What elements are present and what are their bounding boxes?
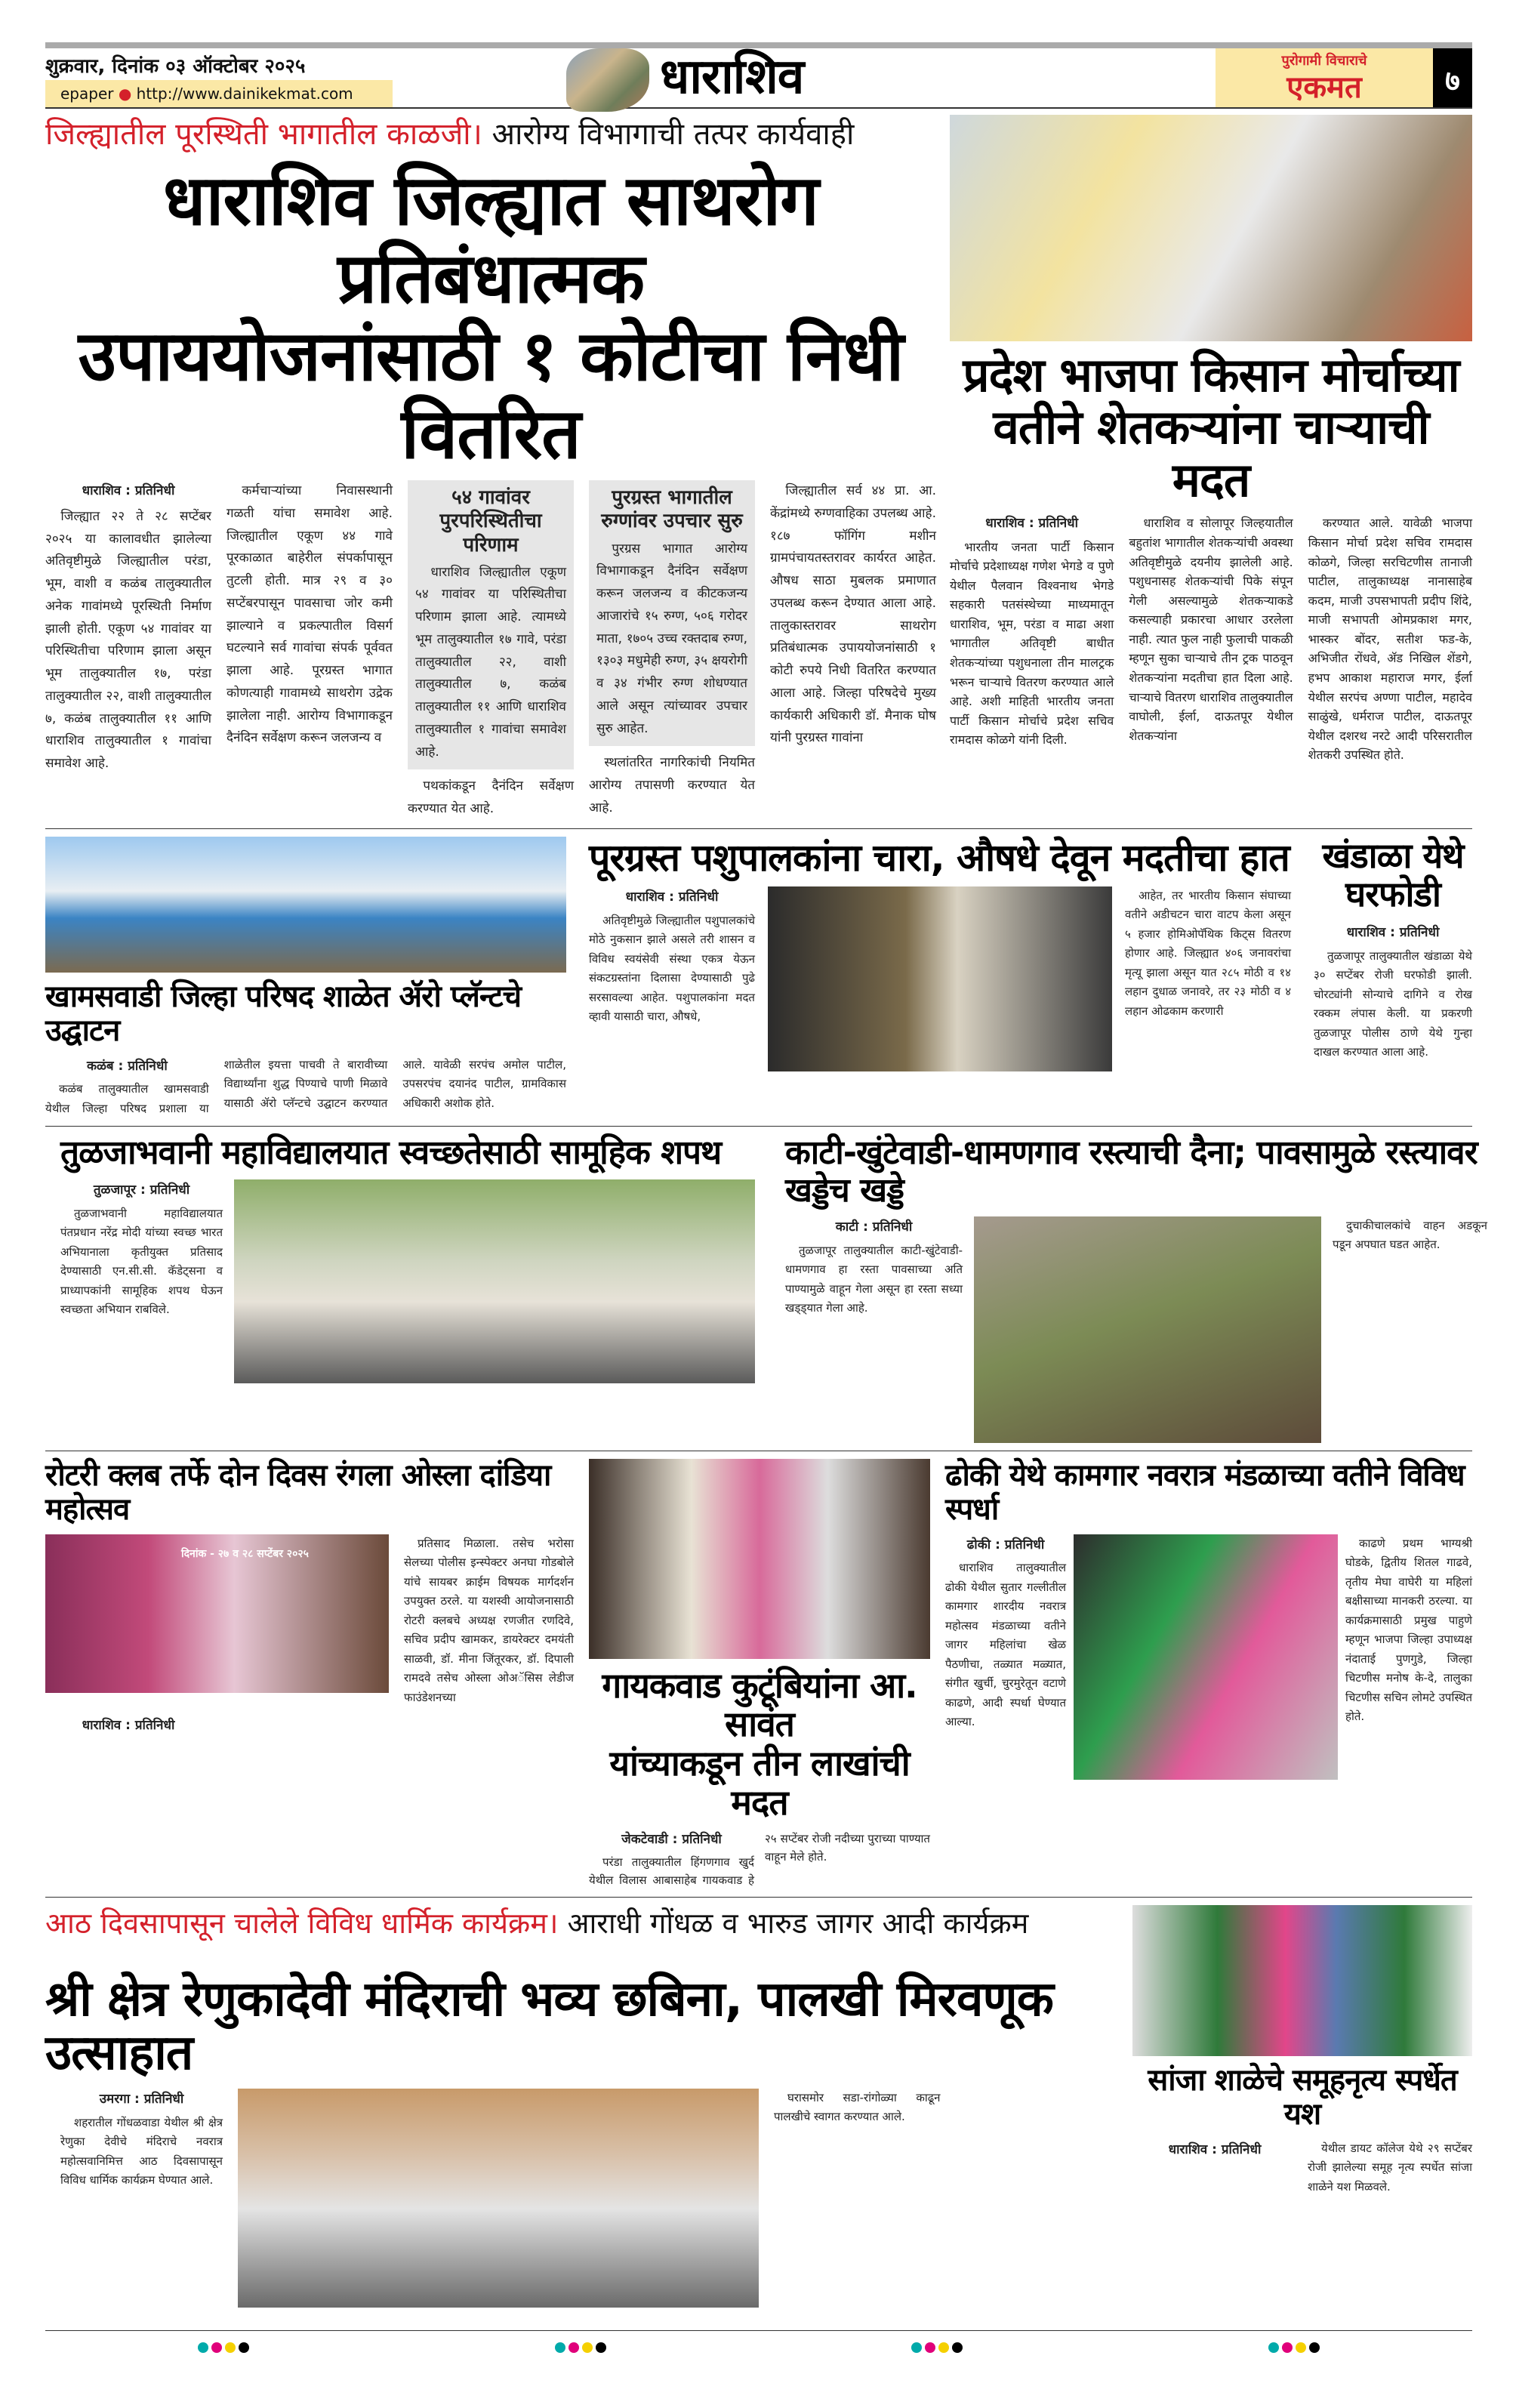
story12 [1132,1905,1472,2197]
story2-col2 [1129,513,1293,745]
college-oath-photo [234,1179,755,1383]
story12-headline: सांजा शाळेचे समूहनृत्य स्पर्धेत यश [1148,2063,1457,2132]
story1-col1 [45,480,211,775]
school-students-photo [45,837,566,973]
story1-headline [45,162,936,473]
story11-columns [45,2089,1117,2308]
infobox-patients [589,480,755,746]
story6-columns [60,1179,755,1383]
story7-col3 [1333,1216,1487,1255]
story1-columns [45,480,936,821]
story7-col1 [785,1216,963,1318]
paragraph: अतिवृष्टीमुळे जिल्ह्यातील पशुपालकांचे मोठे नुकसान झाले असले तरी शासन व विविध स्वयंसेवी संस्था एकत्र येऊन संकटग्रस्तांना दिलासा देण्यासाठी पुढे सरसावल्या आहेत. पशुपालकांना मदत व्हावी यासाठी चारा, औषधे, [589,913,755,1024]
byline: कळंब : प्रतिनिधी [86,1058,168,1074]
story7 [785,1134,1487,1443]
paragraph: धाराशिव जिल्ह्यातील एकूण ५४ गावांवर या परिस्थितीचा परिणाम झाला आहे. त्यामध्ये भूम तालुक्यातील १७ गावे, परंडा तालुक्यातील २२, वाशी तालुक्यातील ७, कळंब तालुक्यातील ११ आणि धाराशिव तालुक्यातील १ गावांचा समावेश आहे. [415,564,566,760]
paragraph: करण्यात आले. यावेळी भाजपा किसान मोर्चा प्रदेश सचिव रामदास कोळगे, जिल्हा सरचिटणीस तानाजी पाटील, तालुकाध्यक्ष नानासाहेब कदम, माजी उपसभापती प्रदीप शिंदे, माजी सभापती ओमप्रकाश मगर, भास्कर बोंदर, सतीश फड-के, अभिजीत रोंधवे, ॲड निखिल शेंडगे, हभप आकाश महाराज मगर, ईर्ला येथील सरपंच अण्णा पाटील, महादेव साळुंखे, धर्मराज पाटील, दाऊतपूर येथील दशरथ नरटे आदी परिसरातील शेतकरी उपस्थित होते. [1308,516,1472,763]
byline: ढोकी : प्रतिनिधी [966,1537,1045,1552]
byline: धाराशिव : प्रतिनिधी [82,1718,175,1734]
story5 [1314,834,1472,1062]
infobox-title: ५४ गावांवर पुरपरिस्थितीचा परिणाम [439,486,542,557]
kicker-red: जिल्ह्यातील पूरस्थिती भागातील काळजी। [45,117,482,152]
globe-icon: ● [118,85,132,103]
row-2 [45,834,1472,1118]
byline: धाराशिव : प्रतिनिधी [1346,924,1440,940]
paragraph: पथकांकडून दैनंदिन सर्वेक्षण करण्यात येत आहे. [408,779,574,817]
paragraph: शहरातील गोंधळवाडा येथील श्री क्षेत्र रेणुका देवीचे मंदिराचे नवरात्र महोत्सवानिमित्त आठ दिवसापासून विविध धार्मिक कार्यक्रम घेण्यात आले. [60,2115,223,2188]
story7-headline: काटी-खुंटेवाडी-धामणगाव रस्त्याची दैना; पावसामुळे रस्त्यावर खड्डेच खड्डे [785,1133,1477,1210]
dance-group-photo [1132,1905,1472,2056]
section-divider [45,828,1472,829]
headline-line-2: उपाययोजनांसाठी १ कोटीचा निधी वितरित [78,316,904,475]
story2-col1 [950,513,1114,750]
story9-headline [589,1666,930,1822]
story2-headline [950,349,1472,506]
paragraph: घरासमोर सडा-रांगोळ्या काढून पालखीचे स्वागत करण्यात आले. [774,2090,941,2124]
story11-col1 [60,2089,223,2191]
story1-col3 [408,480,574,821]
story1 [45,115,936,821]
story6-headline: तुळजाभवानी महाविद्यालयात स्वच्छतेसाठी सामूहिक शपथ [60,1133,722,1173]
story11-kicker [45,1905,1117,1942]
story5-headline: खंडाळा येथे घरफोडी [1322,834,1464,915]
row-1 [45,115,1472,821]
temple-procession-photo [238,2089,759,2308]
story6 [60,1134,755,1383]
byline: तुळजापूर : प्रतिनिधी [93,1182,190,1198]
fodder-distribution-photo [768,886,1112,1071]
story3 [45,837,566,1118]
byline: धाराशिव : प्रतिनिधी [1168,2141,1262,2157]
headline-line-2: यांच्याकडून तीन लाखांची मदत [609,1742,910,1823]
story8-columns [45,1534,574,1708]
paragraph: तुळजापूर तालुक्यातील खंडाळा येथे ३० सप्टेंबर रोजी घरफोडी झाली. चोरट्यांनी सोन्याचे दागिने व रोख रक्कम लंपास केली. या प्रकरणी तुळजापूर पोलीस ठाणे येथे गुन्हा दाखल करण्यात आला आहे. [1314,948,1472,1059]
bjp-fodder-photo [950,115,1472,341]
page-number: ७ [1433,48,1472,107]
masthead [45,42,1472,109]
masthead-left [45,48,566,107]
infobox-villages [408,480,574,769]
kicker-black: आराधी गोंधळ व भारुड जागर आदी कार्यक्रम [567,1907,1029,1941]
story1-kicker [45,115,936,154]
story1-col2 [226,480,393,750]
story11-headline: श्री क्षेत्र रेणुकादेवी मंदिराची भव्य छबिना, पालखी मिरवणूक उत्साहात [45,1971,1053,2082]
edition-title: धाराशिव [660,49,804,105]
paragraph: तुळजापूर तालुक्यातील काटी-खुंटेवाडी-धामणगाव हा रस्ता पावसाच्या अति पाण्यामुळे वाहून गेला असून हा रस्ता सध्या खड्ड्यात गेला आहे. [785,1243,963,1315]
infobox-title: पुरग्रस्त भागातील रुग्णांवर उपचार सुरु [601,486,743,533]
story8-col3 [404,1534,574,1708]
issue-date: शुक्रवार, दिनांक ०३ ऑक्टोबर २०२५ [45,55,306,78]
section-divider [45,1897,1472,1898]
story2-columns [950,513,1472,765]
headline-line-1: गायकवाड कुटूंबियांना आ. सावंत [602,1664,917,1745]
footer-rule [45,2330,1472,2331]
story3-headline: खामसवाडी जिल्हा परिषद शाळेत ॲरो प्लॅन्टचे उद्घाटन [45,979,522,1048]
paragraph: कळंब तालुक्यातील खामसवाडी येथील जिल्हा परिषद प्रशाला या शाळेतील इयत्ता पाचवी ते बारावीच्या विद्यार्थ्यांना शुद्ध पिण्याचे पाणी मिळावे यासाठी ॲरो प्लॅन्टचे उद्घाटन करण्यात आले. यावेळी सरपंच अमोल पाटील, उपसरपंच दयानंद पाटील, ग्रामविकास अधिकारी अशोक होते. [45,1057,566,1115]
paragraph: दुचाकीचालकांचे वाहन अडकून पडून अपघात घडत आहेत. [1333,1218,1487,1252]
story10 [945,1459,1472,1780]
paragraph: धाराशिव तालुक्यातील ढोकी येथील सुतार गल्लीतील कामगार शारदीय नवरात्र महोत्सव मंडळाच्या वतीने जागर महिलांचा खेळ पैठणीचा, तळ्यात मळ्यात, संगीत खुर्ची, चुरमुरेतून वटाणे काढणे, आदी स्पर्धा घेण्यात आल्या. [945,1561,1066,1729]
dandiya-event-photo [45,1534,389,1693]
navratri-competition-photo [1074,1534,1338,1780]
district-map-logo [566,48,649,112]
byline: धाराशिव : प्रतिनिधी [985,516,1079,532]
story7-columns [785,1216,1487,1443]
story10-headline: ढोकी येथे कामगार नवरात्र मंडळाच्या वतीने विविध स्पर्धा [945,1457,1465,1527]
story11-col3 [774,2089,1117,2127]
row-3 [45,1133,1487,1443]
damaged-road-photo [974,1216,1321,1443]
tagline: पुरोगामी विचाराचे [1281,53,1367,69]
story9-body [589,1830,930,1889]
story4-headline: पूरग्रस्त पशुपालकांना चारा, औषधे देवून मदतीचा हात [589,835,1290,880]
paragraph: प्रतिसाद मिळाला. तसेच भरोसा सेलच्या पोलीस इन्स्पेक्टर अनघा गोडबोले यांचे सायबर क्राईम विषयक मार्गदर्शन उपयुक्त ठरले. या यशस्वी आयोजनासाठी रोटरी क्लबचे अध्यक्ष रणजीत रणदिवे, सचिव प्रदीप खामकर, डायरेक्टर दमयंती साळवी, डॉ. मीना जिंतूरकर, डॉ. दिपाली रामदवे तसेच ओस्ला ओअॅसिस लेडीज फाउंडेशनच्या [404,1536,574,1704]
headline-line-2: वतीने शेतकऱ्यांना चाऱ्याची मदत [993,399,1429,507]
byline: उमरगा : प्रतिनिधी [99,2091,184,2107]
print-registration-marks [45,2342,1472,2356]
brand-name: एकमत [1286,70,1362,105]
story5-body [1314,922,1472,1062]
paragraph: येथील डायट कॉलेज येथे २९ सप्टेंबर रोजी झालेल्या समूह नृत्य स्पर्धेत सांजा शाळेने यश मिळवले. [1308,2141,1472,2194]
paragraph: आहेत, तर भारतीय किसान संघाच्या वतीने अडीचटन चारा वाटप केला असून ५ हजार होमिओपॅथिक किट्स वितरण होणार आहे. जिल्ह्यात ४०६ जनावरांचा मृत्यू झाला असून यात २८५ मोठी व १४ लहान दुधाळ जनावरे, तर २३ मोठी व ४ लहान ओढकाम करणारी [1125,888,1291,1018]
story8-col1 [45,1715,211,1740]
story8-headline: रोटरी क्लब तर्फे दोन दिवस रंगला ओस्ला दांडिया महोत्सव [45,1457,551,1527]
epaper-label: epaper [60,85,114,103]
story1-col5 [770,480,936,750]
paragraph: जिल्ह्यातील सर्व ४४ प्रा. आ. केंद्रांमध्ये रुग्णवाहिका उपलब्ध आहे. १८७ फॉगिंग मशीन ग्रामपंचायतस्तरावर कार्यरत आहेत. औषध साठा मुबलक प्रमाणात उपलब्ध करून देण्यात आला आहे. तालुकास्तरावर साथरोग प्रतिबंधात्मक उपाययोजनांसाठी १ कोटी रुपये निधी वितरित करण्यात आला आहे. जिल्हा परिषदेचे मुख्य कार्यकारी अधिकारी डॉ. मैनाक घोष यांनी पुरग्रस्त गावांना [770,483,936,746]
byline: काटी : प्रतिनिधी [835,1219,913,1235]
row-4 [45,1459,1472,1889]
headline-line-1: प्रदेश भाजपा किसान मोर्चाच्या [963,347,1459,402]
story4-columns [589,886,1291,1071]
story10-columns [945,1534,1472,1780]
story3-body [45,1056,566,1119]
paragraph: भारतीय जनता पार्टी किसान मोर्चाचे प्रदेशाध्यक्ष गणेश भेगडे व पुणे येथील पैलवान विश्वनाथ भेगडे सहकारी पतसंस्थेच्या माध्यमातून धाराशिव, भूम, परंडा व माढा अशा भागातील अतिवृष्टी बाधीत शेतकऱ्यांच्या पशुधनाला तीन मालट्रक भरून चाऱ्याचे वितरण करण्यात आले आहे. अशी माहिती भारतीय जनता पार्टी किसान मोर्चाचे प्रदेश सचिव रामदास कोळगे यांनी दिली. [950,539,1114,748]
paragraph: काढणे प्रथम भाग्यश्री घोडके, द्वितीय शितल गाढवे, तृतीय मेघा वाघेरी या महिलां बक्षीसाच्या मानकरी ठरल्या. या कार्यक्रमासाठी प्रमुख पाहुणे म्हणून भाजपा जिल्हा उपाध्यक्ष नंदाताई पुणगुडे, जिल्हा चिटणीस मनोष के-दे, तालुका चिटणीस सचिन लोमटे उपस्थित होते. [1345,1536,1472,1724]
financial-aid-photo [589,1459,930,1659]
event-banner-text: दिनांक - २७ व २८ सप्टेंबर २०२५ [181,1547,309,1560]
byline: धाराशिव : प्रतिनिधी [625,889,719,905]
story2 [950,115,1472,765]
story9 [589,1459,930,1889]
kicker-red: आठ दिवसापासून चालेले विविध धार्मिक कार्यक्रम। [45,1907,559,1941]
story8 [45,1459,574,1740]
paragraph: स्थलांतरित नागरिकांची नियमित आरोग्य तपासणी करण्यात येत आहे. [589,755,755,816]
kicker-black: आरोग्य विभागाची तत्पर कार्यवाही [491,117,855,152]
story12-body [1132,2139,1472,2197]
paragraph: कर्मचाऱ्यांच्या निवासस्थानी गळती यांचा समावेश आहे. जिल्ह्यातील एकूण ४४ गावे पूरकाळात बाहेरील संपर्कापासून तुटली होती. मात्र २९ व ३० सप्टेंबरपासून पावसाचा जोर कमी झाल्याने व प्रकल्पातील विसर्ग घटल्याने सर्व गावांचा संपर्क पूर्ववत झाला आहे. पूरग्रस्त भागात कोणत्याही गावामध्ये साथरोग उद्रेक झालेला नाही. आरोग्य विभागाकडून दैनंदिन सर्वेक्षण करून जलजन्य व [226,483,393,746]
story6-col1 [60,1179,223,1320]
story2-col3 [1308,513,1472,765]
story10-col1 [945,1534,1066,1732]
section-divider [45,1126,1472,1127]
epaper-box[interactable] [45,80,393,107]
story4-col1 [589,886,755,1027]
story10-col3 [1345,1534,1472,1727]
paragraph: तुळजाभवानी महाविद्यालयात पंतप्रधान नरेंद्र मोदी यांच्या स्वच्छ भारत अभियानाला कृतीयुक्त प्रतिसाद देण्यासाठी एन.सी.सी. कॅडेट्सना व प्राध्यापकांनी सामूहिक शपथ घेऊन स्वच्छता अभियान राबविले. [60,1206,223,1317]
paragraph: परंडा तालुक्यातील हिंगणगाव खुर्द येथील विलास आबासाहेब गायकवाड हे २५ सप्टेंबर रोजी नदीच्या पुराच्या पाण्यात वाहून मेले होते. [589,1832,930,1888]
headline-line-1: धाराशिव जिल्ह्यात साथरोग प्रतिबंधात्मक [163,160,818,319]
byline: धाराशिव : प्रतिनिधी [82,483,175,499]
byline: जेकटेवाडी : प्रतिनिधी [621,1832,722,1848]
story1-col4 [589,480,755,819]
epaper-url[interactable]: http://www.dainikekmat.com [136,85,353,103]
row-5 [45,1905,1472,2308]
story4 [589,837,1291,1071]
paragraph: धाराशिव व सोलापूर जिल्हयातील बहुतांश भागातील शेतकऱ्यांची अवस्था अतिवृष्टीमुळे दयनीय झालेली आहे. पशुधनासह शेतकऱ्यांची पिके संपून गेली असल्यामुळे शेतकऱ्याकडे कसल्याही प्रकारचा आधार उरलेला नाही. त्यात फुल नाही फुलाची पाकळी म्हणून सुका चाऱ्याचे तीन ट्रक पाठवून शेतकऱ्यांना मदतीचा हात दिला आहे. चाऱ्याचे वितरण धाराशिव तालुक्यातील वाघोली, ईर्ला, दाऊतपूर येथील शेतकऱ्यांना [1129,516,1293,743]
story11 [45,1905,1117,2308]
story4-col3 [1125,886,1291,1022]
ekmat-logo [1216,48,1433,107]
paragraph: जिल्ह्यात २२ ते २८ सप्टेंबर २०२५ या कालावधीत झालेल्या अतिवृष्टीमुळे जिल्ह्यातील परंडा, भूम, वाशी व कळंब तालुक्यातील अनेक गावांमध्ये पूरस्थिती निर्माण झाली होती. एकूण ५४ गावांवर या परिस्थितीचा परिणाम झाला असून भूम तालुक्यातील १७, परंडा तालुक्यातील २२, वाशी तालुक्यातील ७, कळंब तालुक्यातील ११ आणि धाराशिव तालुक्यातील १ गावांचा समावेश आहे. [45,508,211,772]
paragraph: पुरग्रस भागात आरोग्य विभागाकडून दैनंदिन सर्वेक्षण करून जलजन्य व कीटकजन्य आजारांचे १५ रुग्ण, ५०६ गरोदर माता, १७०५ उच्च रक्तदाब रुग्ण, १३०३ मधुमेही रुग्ण, ३५ क्षयरोगी व ३४ गंभीर रुग्ण शोधण्यात आले असून त्यांच्यावर उपचार सुरु आहेत. [596,541,747,736]
